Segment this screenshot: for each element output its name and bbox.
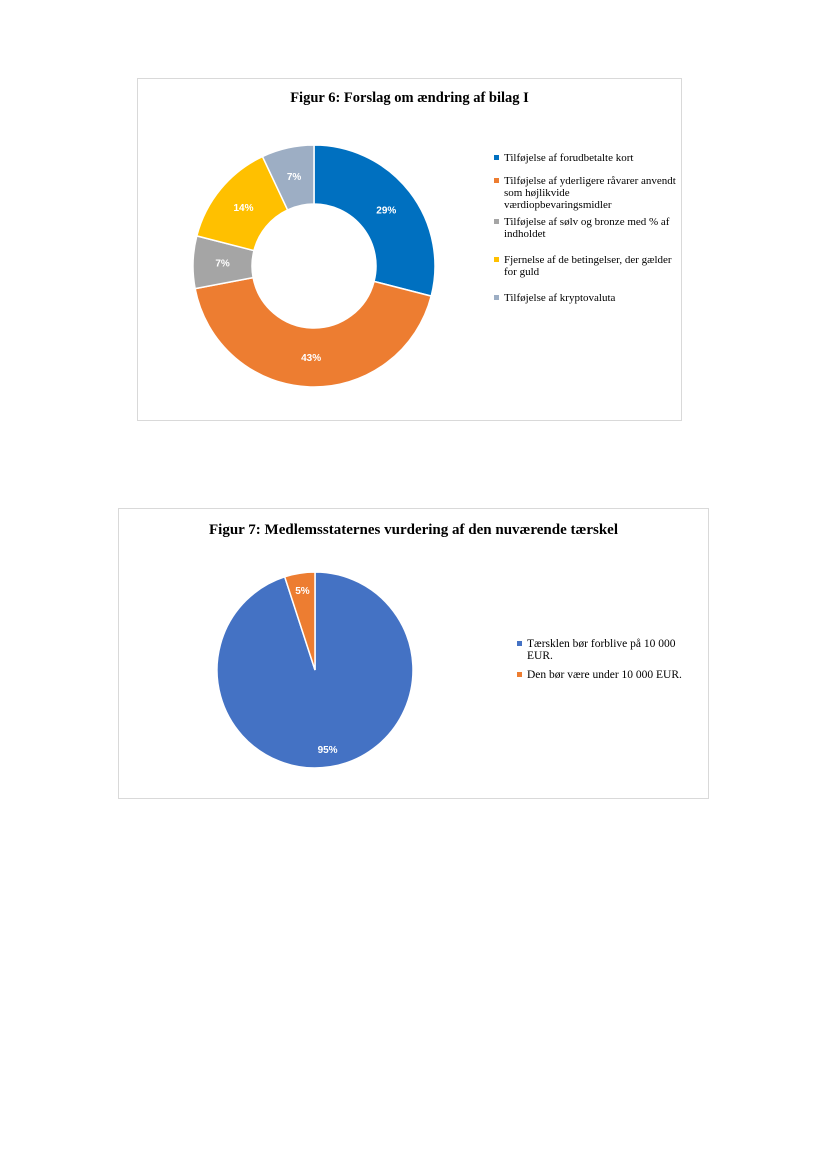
legend-swatch xyxy=(517,641,522,646)
figure-7-title: Figur 7: Medlemsstaternes vurdering af den nuværende tærskel xyxy=(209,522,618,538)
legend-item xyxy=(494,175,679,211)
legend-item xyxy=(517,638,702,662)
figure-6-title: Figur 6: Forslag om ændring af bilag I xyxy=(290,90,529,106)
legend-item xyxy=(494,216,679,240)
legend-label: Tilføjelse af kryptovaluta xyxy=(504,292,616,304)
slice-data-label: 43% xyxy=(301,352,322,364)
legend-label: Den bør være under 10 000 EUR. xyxy=(527,669,682,681)
legend-swatch xyxy=(494,155,499,160)
legend-label: Tilføjelse af yderligere råvarer anvendt som højlikvide værdiopbevaringsmidler xyxy=(504,175,676,211)
figure-7-legend xyxy=(517,638,702,688)
legend-label: Tilføjelse af sølv og bronze med % af indholdet xyxy=(504,216,670,240)
pie-slice xyxy=(314,145,435,296)
legend-item xyxy=(494,152,679,164)
legend-swatch xyxy=(494,178,499,183)
slice-data-label: 29% xyxy=(376,205,397,217)
pie-slice xyxy=(195,278,431,387)
legend-swatch xyxy=(494,257,499,262)
legend-swatch xyxy=(517,672,522,677)
figure-7-chart xyxy=(118,508,709,799)
figure-6-chart xyxy=(137,78,682,421)
slice-data-label: 14% xyxy=(233,203,254,215)
slice-data-label: 7% xyxy=(286,172,302,184)
slice-data-label: 95% xyxy=(317,744,338,756)
legend-swatch xyxy=(494,295,499,300)
legend-item xyxy=(494,254,679,278)
slice-data-label: 7% xyxy=(215,258,230,270)
legend-swatch xyxy=(494,219,499,224)
legend-label: Tærsklen bør forblive på 10 000 EUR. xyxy=(527,638,676,662)
legend-label: Fjernelse af de betingelser, der gælder for guld xyxy=(504,254,672,278)
legend-item xyxy=(517,669,702,681)
legend-label: Tilføjelse af forudbetalte kort xyxy=(504,152,634,164)
slice-data-label: 5% xyxy=(295,586,310,598)
figure-6-legend xyxy=(494,152,679,315)
legend-item xyxy=(494,292,679,304)
